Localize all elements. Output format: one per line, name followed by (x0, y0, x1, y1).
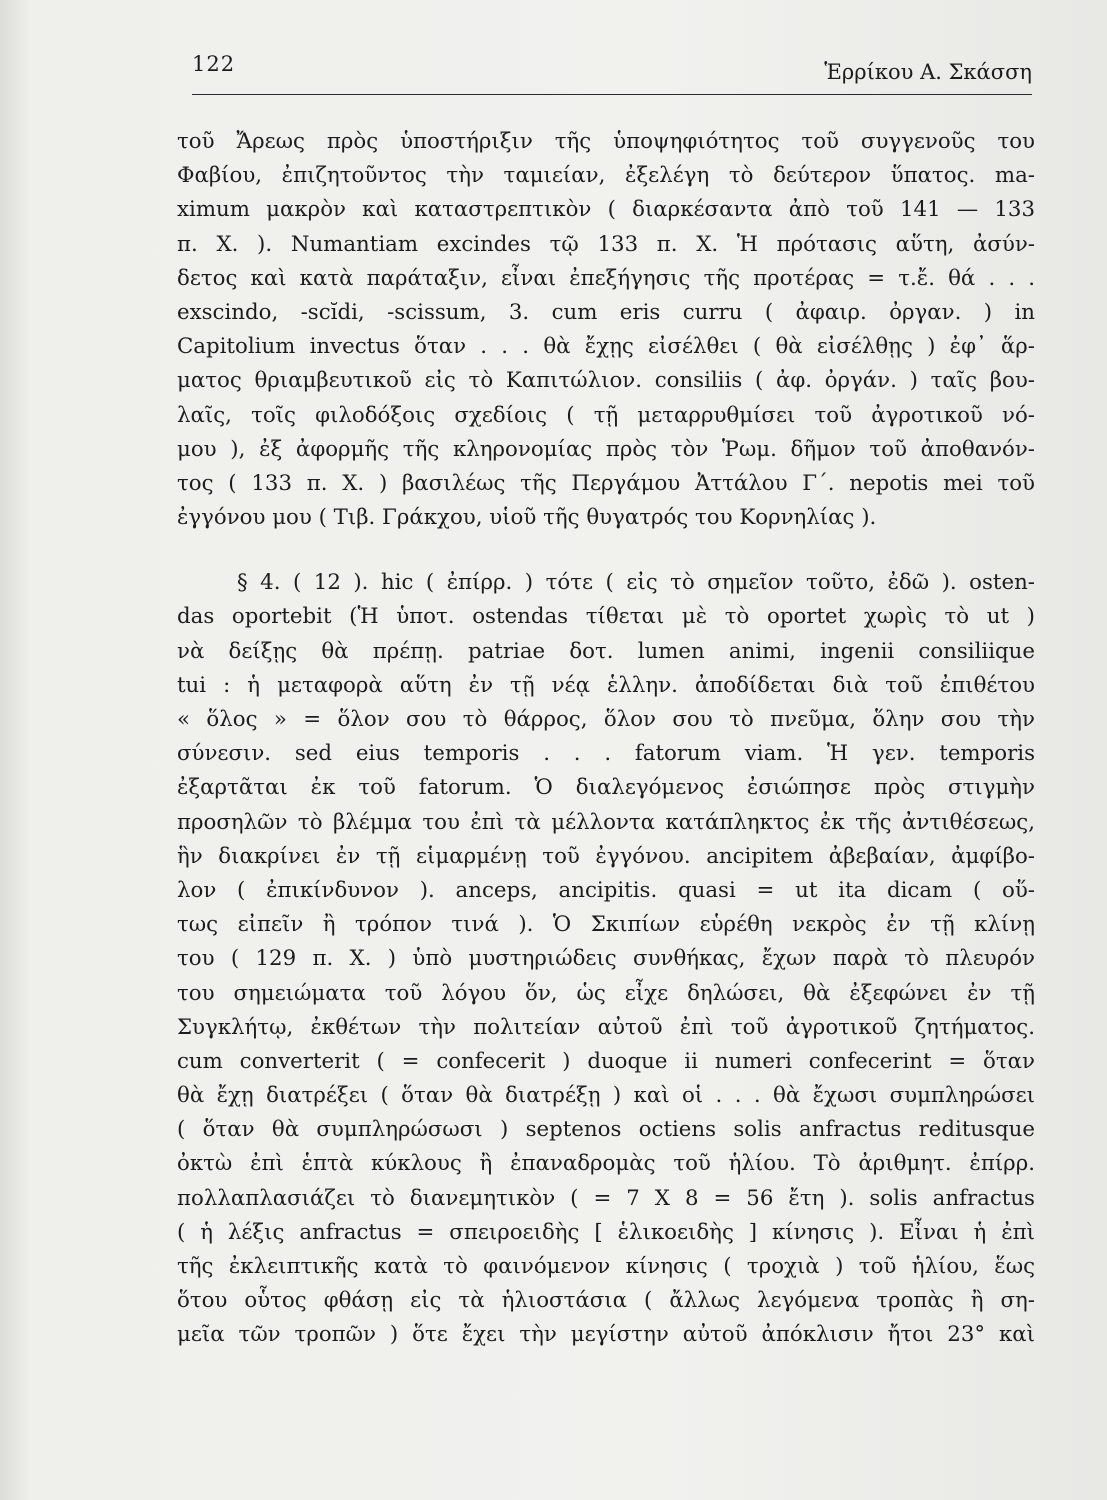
text-line: Φαβίου, ἐπιζητοῦντος τὴν ταμιείαν, ἐξελέγη τὸ δεύτερον ὕπατος. ma- (177, 163, 1035, 189)
text-line: λον ( ἐπικίνδυνον ). anceps, ancipitis. quasi = ut ita dicam ( οὕ- (177, 877, 1035, 903)
text-line: « ὅλος » = ὅλον σου τὸ θάρρος, ὅλον σου τὸ πνεῦμα, ὅλην σου τὴν (177, 707, 1035, 732)
text-line: μεῖα τῶν τροπῶν ) ὅτε ἔχει τὴν μεγίστην αὐτοῦ ἀπόκλισιν ἤτοι 23° καὶ (177, 1322, 1035, 1348)
paragraph (177, 125, 1035, 535)
text-line: σύνεσιν. sed eius temporis . . . fatorum viam. Ἡ γεν. temporis (177, 741, 1035, 767)
text-line: του σημειώματα τοῦ λόγου ὅν, ὡς εἶχε δηλώσει, θὰ ἐξεφώνει ἐν τῇ (177, 980, 1035, 1006)
text-line: exscindo, -scĭdi, -scissum, 3. cum eris curru ( ἀφαιρ. ὀργαν. ) in (177, 299, 1035, 325)
text-line: ἣν διακρίνει ἐν τῇ εἱμαρμένῃ τοῦ ἐγγόνου. ancipitem ἀβεβαίαν, ἀμφίβο- (177, 843, 1035, 869)
text-line: τως εἰπεῖν ἢ τρόπον τινά ). Ὁ Σκιπίων εὑρέθη νεκρὸς ἐν τῇ κλίνῃ (177, 912, 1035, 938)
text-line: πολλαπλασιάζει τὸ διανεμητικὸν ( = 7 Χ 8 = 56 ἔτη ). solis anfractus (177, 1185, 1035, 1211)
paragraph (177, 566, 1035, 1352)
page-header (192, 52, 1032, 92)
text-line: ματος θριαμβευτικοῦ εἰς τὸ Καπιτώλιον. consiliis ( ἀφ. ὀργάν. ) ταῖς βου- (177, 368, 1035, 394)
text-line: ἐγγόνου μου ( Τιβ. Γράκχου, υἱοῦ τῆς θυγατρός του Κορνηλίας ). (177, 505, 877, 531)
page-number: 122 (192, 52, 236, 76)
body-text (177, 125, 1035, 1353)
text-line: § 4. ( 12 ). hic ( ἐπίρρ. ) τότε ( εἰς τὸ σημεῖον τοῦτο, ἐδῶ ). osten- (237, 570, 1035, 596)
text-line: π. Χ. ). Numantiam excindes τῷ 133 π. Χ. Ἡ πρότασις αὕτη, ἀσύν- (177, 231, 1035, 257)
text-line: ( ὅταν θὰ συμπληρώσωσι ) septenos octiens solis anfractus reditusque (177, 1117, 1035, 1143)
text-line: μου ), ἐξ ἀφορμῆς τῆς κληρονομίας πρὸς τὸν Ῥωμ. δῆμον τοῦ ἀποθανόν- (177, 436, 1035, 462)
text-line: δετος καὶ κατὰ παράταξιν, εἶναι ἐπεξήγησις τῆς προτέρας = τ.ἔ. θά . . . (177, 265, 1035, 291)
running-head: Ἑρρίκου Α. Σκάσση (824, 60, 1032, 84)
text-line: Capitolium invectus ὅταν . . . θὰ ἔχῃς εἰσέλθει ( θὰ εἰσέλθῃς ) ἐφ᾽ ἅρ- (177, 334, 1035, 360)
paragraph-gap (177, 535, 1035, 566)
text-line: ὅτου οὗτος φθάσῃ εἰς τὰ ἡλιοστάσια ( ἄλλως λεγόμενα τροπὰς ἢ ση- (177, 1288, 1035, 1314)
text-line: das oportebit (Ἡ ὑποτ. ostendas τίθεται μὲ τὸ oportet χωρὶς τὸ ut ) (177, 604, 1035, 630)
text-line: cum converterit ( = confecerit ) duoque ii numeri confecerint = ὅταν (177, 1048, 1035, 1074)
text-line: tui : ἡ μεταφορὰ αὕτη ἐν τῇ νέᾳ ἑλλην. ἀποδίδεται διὰ τοῦ ἐπιθέτου (177, 672, 1035, 698)
text-line: ( ἡ λέξις anfractus = σπειροειδὴς [ ἑλικοειδὴς ] κίνησις ). Εἶναι ἡ ἐπὶ (177, 1219, 1035, 1245)
text-line: τῆς ἐκλειπτικῆς κατὰ τὸ φαινόμενον κίνησις ( τροχιὰ ) τοῦ ἡλίου, ἕως (177, 1254, 1035, 1279)
header-rule (192, 94, 1032, 95)
text-line: ἐξαρτᾶται ἐκ τοῦ fatorum. Ὁ διαλεγόμενος ἐσιώπησε πρὸς στιγμὴν (177, 775, 1035, 801)
text-line: τοῦ Ἄρεως πρὸς ὑποστήριξιν τῆς ὑποψηφιότητος τοῦ συγγενοῦς του (177, 129, 1035, 154)
text-line: ximum μακρὸν καὶ καταστρεπτικὸν ( διαρκέσαντα ἀπὸ τοῦ 141 — 133 (177, 197, 1035, 223)
text-line: θὰ ἔχῃ διατρέξει ( ὅταν θὰ διατρέξῃ ) καὶ οἱ . . . θὰ ἔχωσι συμπληρώσει (177, 1083, 1035, 1109)
text-line: ὀκτὼ ἐπὶ ἑπτὰ κύκλους ἢ ἐπαναδρομὰς τοῦ ἡλίου. Τὸ ἀριθμητ. ἐπίρρ. (177, 1151, 1035, 1177)
text-line: τος ( 133 π. Χ. ) βασιλέως τῆς Περγάμου Ἀττάλου Γ΄. nepotis mei τοῦ (177, 470, 1035, 496)
text-line: προσηλῶν τὸ βλέμμα του ἐπὶ τὰ μέλλοντα κατάπληκτος ἐκ τῆς ἀντιθέσεως, (177, 809, 1035, 835)
text-line: νὰ δείξῃς θὰ πρέπῃ. patriae δοτ. lumen animi, ingenii consiliique (177, 638, 1035, 664)
text-line: Συγκλήτῳ, ἐκθέτων τὴν πολιτείαν αὐτοῦ ἐπὶ τοῦ ἀγροτικοῦ ζητήματος. (177, 1014, 1035, 1040)
text-line: του ( 129 π. Χ. ) ὑπὸ μυστηριώδεις συνθήκας, ἔχων παρὰ τὸ πλευρόν (177, 946, 1035, 972)
text-line: λαῖς, τοῖς φιλοδόξοις σχεδίοις ( τῇ μεταρρυθμίσει τοῦ ἀγροτικοῦ νό- (177, 402, 1035, 428)
